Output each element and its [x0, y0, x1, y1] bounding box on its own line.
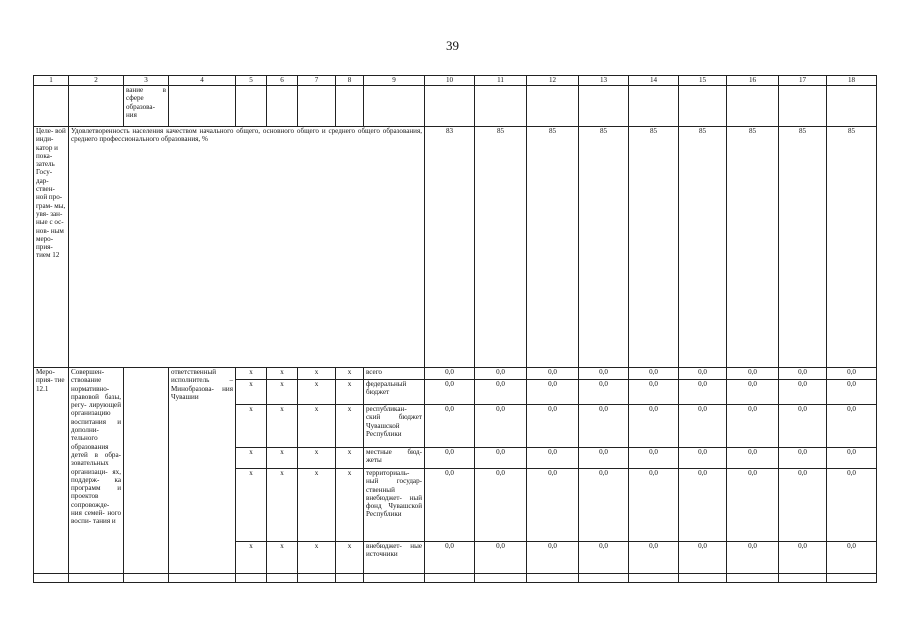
table-body	[34, 76, 877, 583]
funding-value: 0,0	[779, 380, 827, 405]
funding-value: 0,0	[827, 542, 877, 583]
indicator-label: Целе- вой инди- катор и пока- затель Госу- дар- ствен- ной про- грам- мы, увя- зан- ные с ос- нов- ным меро- прия- тием 12	[34, 127, 69, 368]
empty-cell	[779, 86, 827, 127]
empty-cell	[267, 86, 298, 127]
funding-value: 0,0	[679, 368, 727, 380]
funding-value: 0,0	[679, 542, 727, 583]
funding-value: 0,0	[425, 368, 475, 380]
column-number: 7	[298, 76, 336, 86]
empty-cell	[336, 86, 364, 127]
carryover-row	[34, 86, 877, 127]
funding-value: 0,0	[779, 469, 827, 542]
funding-value: 0,0	[727, 469, 779, 542]
funding-value: 0,0	[727, 542, 779, 583]
funding-source: внебюджет- ные источники	[364, 542, 425, 583]
funding-value: 0,0	[779, 405, 827, 448]
empty-cell	[236, 86, 267, 127]
budget-code: x	[236, 542, 267, 583]
budget-code: x	[236, 405, 267, 448]
empty-cell	[629, 86, 679, 127]
budget-code: x	[336, 380, 364, 405]
funding-value: 0,0	[475, 469, 527, 542]
funding-source: республикан- ский бюджет Чувашской Республики	[364, 405, 425, 448]
funding-value: 0,0	[475, 448, 527, 469]
indicator-row	[34, 127, 877, 368]
funding-value: 0,0	[527, 469, 579, 542]
indicator-value: 85	[727, 127, 779, 368]
budget-code: x	[298, 448, 336, 469]
column-number: 3	[124, 76, 169, 86]
budget-code: x	[267, 469, 298, 542]
funding-value: 0,0	[425, 380, 475, 405]
header-row	[34, 76, 877, 86]
funding-value: 0,0	[527, 448, 579, 469]
budget-code: x	[236, 448, 267, 469]
empty-cell	[679, 86, 727, 127]
column-number: 14	[629, 76, 679, 86]
funding-value: 0,0	[629, 380, 679, 405]
indicator-value: 83	[425, 127, 475, 368]
empty-cell	[124, 368, 169, 583]
funding-value: 0,0	[475, 368, 527, 380]
empty-cell	[727, 86, 779, 127]
funding-source: федеральный бюджет	[364, 380, 425, 405]
budget-code: x	[298, 469, 336, 542]
budget-code: x	[298, 405, 336, 448]
event-row	[34, 368, 877, 380]
column-number: 8	[336, 76, 364, 86]
budget-code: x	[267, 448, 298, 469]
funding-value: 0,0	[727, 448, 779, 469]
funding-value: 0,0	[679, 448, 727, 469]
event-name: Совершен- ствование нормативно- правовой базы, регу- лирующей организацию воспитания и дополни- тельного образования детей в обра- зовательных организаци- ях, поддерж- ка программ и проектов сопровожде- ния семей- ного воспи- тания и	[69, 368, 124, 583]
funding-source: территориаль- ный государ- ственный внебюджет- ный фонд Чувашской Республики	[364, 469, 425, 542]
budget-code: x	[336, 368, 364, 380]
column-number: 4	[169, 76, 236, 86]
funding-value: 0,0	[579, 448, 629, 469]
funding-value: 0,0	[727, 368, 779, 380]
budget-code: x	[336, 405, 364, 448]
event-executor: ответственный исполнитель – Минобразова- ния Чувашии	[169, 368, 236, 583]
indicator-description: Удовлетворенность населения качеством начального общего, основного общего и среднего общего образования, среднего профессионального образования, %	[69, 127, 425, 368]
budget-code: x	[298, 380, 336, 405]
event-label: Меро- прия- тие 12.1	[34, 368, 69, 583]
indicator-value: 85	[579, 127, 629, 368]
column-number: 18	[827, 76, 877, 86]
budget-code: x	[236, 380, 267, 405]
funding-value: 0,0	[629, 542, 679, 583]
column-number: 12	[527, 76, 579, 86]
funding-value: 0,0	[779, 368, 827, 380]
funding-value: 0,0	[579, 405, 629, 448]
funding-value: 0,0	[629, 405, 679, 448]
funding-value: 0,0	[475, 405, 527, 448]
funding-value: 0,0	[425, 405, 475, 448]
funding-value: 0,0	[527, 368, 579, 380]
column-number: 17	[779, 76, 827, 86]
empty-cell	[475, 86, 527, 127]
funding-value: 0,0	[679, 380, 727, 405]
empty-cell	[579, 86, 629, 127]
empty-cell	[34, 86, 69, 127]
page-number: 39	[446, 38, 459, 53]
funding-value: 0,0	[425, 469, 475, 542]
funding-value: 0,0	[579, 368, 629, 380]
funding-value: 0,0	[629, 469, 679, 542]
funding-value: 0,0	[475, 542, 527, 583]
column-number: 6	[267, 76, 298, 86]
funding-value: 0,0	[827, 448, 877, 469]
funding-value: 0,0	[527, 542, 579, 583]
budget-code: x	[336, 469, 364, 542]
budget-code: x	[298, 368, 336, 380]
funding-source: всего	[364, 368, 425, 380]
column-number: 1	[34, 76, 69, 86]
funding-value: 0,0	[579, 469, 629, 542]
budget-code: x	[267, 380, 298, 405]
empty-cell	[298, 86, 336, 127]
indicator-value: 85	[527, 127, 579, 368]
indicator-value: 85	[475, 127, 527, 368]
budget-code: x	[236, 469, 267, 542]
budget-code: x	[267, 405, 298, 448]
column-number: 2	[69, 76, 124, 86]
funding-value: 0,0	[629, 448, 679, 469]
funding-value: 0,0	[827, 469, 877, 542]
column-number: 13	[579, 76, 629, 86]
budget-code: x	[336, 448, 364, 469]
empty-cell	[527, 86, 579, 127]
empty-cell	[827, 86, 877, 127]
funding-value: 0,0	[579, 542, 629, 583]
budget-table	[33, 75, 877, 583]
table-bottom-rule	[33, 573, 876, 574]
column-number: 5	[236, 76, 267, 86]
empty-cell	[69, 86, 124, 127]
column-number: 9	[364, 76, 425, 86]
column-number: 11	[475, 76, 527, 86]
funding-value: 0,0	[827, 405, 877, 448]
budget-code: x	[236, 368, 267, 380]
funding-value: 0,0	[629, 368, 679, 380]
carryover-text: вание в сфере образова- ния	[124, 86, 169, 127]
budget-code: x	[298, 542, 336, 583]
funding-value: 0,0	[527, 405, 579, 448]
funding-source: местные бюд- жеты	[364, 448, 425, 469]
funding-value: 0,0	[679, 469, 727, 542]
indicator-value: 85	[629, 127, 679, 368]
indicator-value: 85	[679, 127, 727, 368]
column-number: 10	[425, 76, 475, 86]
funding-value: 0,0	[527, 380, 579, 405]
budget-code: x	[267, 542, 298, 583]
funding-value: 0,0	[475, 380, 527, 405]
budget-code: x	[267, 368, 298, 380]
funding-value: 0,0	[679, 405, 727, 448]
funding-value: 0,0	[727, 380, 779, 405]
funding-value: 0,0	[779, 542, 827, 583]
funding-value: 0,0	[727, 405, 779, 448]
indicator-value: 85	[827, 127, 877, 368]
column-number: 15	[679, 76, 727, 86]
budget-code: x	[336, 542, 364, 583]
empty-cell	[364, 86, 425, 127]
funding-value: 0,0	[425, 448, 475, 469]
column-number: 16	[727, 76, 779, 86]
funding-value: 0,0	[579, 380, 629, 405]
indicator-value: 85	[779, 127, 827, 368]
funding-value: 0,0	[779, 448, 827, 469]
empty-cell	[425, 86, 475, 127]
funding-value: 0,0	[827, 380, 877, 405]
funding-value: 0,0	[425, 542, 475, 583]
funding-value: 0,0	[827, 368, 877, 380]
empty-cell	[169, 86, 236, 127]
